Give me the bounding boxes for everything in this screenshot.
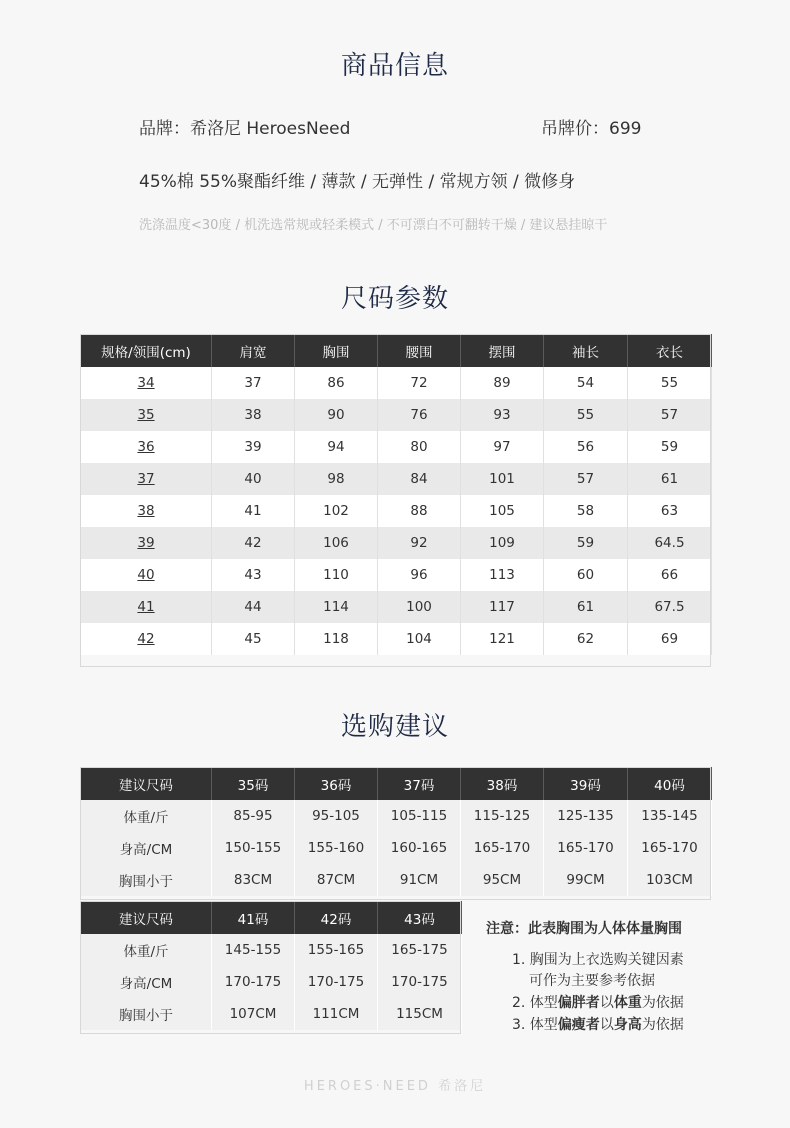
- table-cell: 84: [378, 463, 461, 495]
- brand-text: 品牌：希洛尼 HeroesNeed: [139, 119, 351, 139]
- note-1-continued: 可作为主要参考依据: [529, 973, 655, 989]
- table-cell: 37: [212, 367, 295, 399]
- table-cell: 63: [628, 495, 712, 527]
- suggestion-header: [81, 767, 712, 800]
- table-cell: 95CM: [461, 864, 544, 896]
- table-cell: 88: [378, 495, 461, 527]
- table-cell: 170-175: [378, 966, 462, 998]
- table-row: [81, 431, 712, 463]
- table-cell: 64.5: [628, 527, 712, 559]
- table-cell: 54: [544, 367, 628, 399]
- table-cell: 165-170: [461, 832, 544, 864]
- table-cell: 39: [212, 431, 295, 463]
- table-cell: 95-105: [295, 800, 378, 832]
- table-cell: 61: [628, 463, 712, 495]
- size-link[interactable]: 39: [137, 535, 155, 551]
- table-cell: 98: [295, 463, 378, 495]
- table-cell: 170-175: [212, 966, 295, 998]
- table-cell: 106: [295, 527, 378, 559]
- note-1: 1. 胸围为上衣选购关键因素: [512, 952, 684, 968]
- header-cell: 腰围: [378, 334, 461, 367]
- table-cell: 55: [628, 367, 712, 399]
- size-link[interactable]: 38: [137, 503, 155, 519]
- size-params-title: 尺码参数: [340, 284, 449, 314]
- table-row: [81, 864, 712, 896]
- header-cell: 41码: [212, 901, 295, 934]
- table-cell: 59: [544, 527, 628, 559]
- table-cell: 92: [378, 527, 461, 559]
- table-cell: 114: [295, 591, 378, 623]
- header-cell: 建议尺码: [81, 901, 212, 934]
- table-cell: 105: [461, 495, 544, 527]
- table-cell: 67.5: [628, 591, 712, 623]
- table-cell: 86: [295, 367, 378, 399]
- table-cell: 62: [544, 623, 628, 655]
- table-cell: 118: [295, 623, 378, 655]
- header-cell: 袖长: [544, 334, 628, 367]
- table-cell: 59: [628, 431, 712, 463]
- header-cell: 40码: [628, 767, 712, 800]
- table-row: [81, 623, 712, 655]
- table-cell: 76: [378, 399, 461, 431]
- size-link[interactable]: 34: [137, 375, 155, 391]
- size-table-header: [81, 334, 712, 367]
- header-cell: 42码: [295, 901, 378, 934]
- size-link[interactable]: 41: [137, 599, 155, 615]
- table-cell: 90: [295, 399, 378, 431]
- table-cell: 57: [544, 463, 628, 495]
- table-cell: 150-155: [212, 832, 295, 864]
- table-cell: 160-165: [378, 832, 461, 864]
- size-link[interactable]: 42: [137, 631, 155, 647]
- table-cell: 155-160: [295, 832, 378, 864]
- table-cell: 94: [295, 431, 378, 463]
- price-text: 吊牌价：699: [541, 119, 642, 139]
- size-link[interactable]: 40: [137, 567, 155, 583]
- table-cell: 61: [544, 591, 628, 623]
- table-cell: 125-135: [544, 800, 628, 832]
- table-cell: 91CM: [378, 864, 461, 896]
- header-cell: 35码: [212, 767, 295, 800]
- suggestion-table-1: [80, 767, 712, 896]
- size-link[interactable]: 37: [137, 471, 155, 487]
- table-cell: 135-145: [628, 800, 712, 832]
- size-table: [80, 334, 712, 655]
- header-cell: 37码: [378, 767, 461, 800]
- table-row: [81, 559, 712, 591]
- table-cell: 155-165: [295, 934, 378, 966]
- table-cell: 66: [628, 559, 712, 591]
- header-cell: 衣长: [628, 334, 712, 367]
- table-cell: 107CM: [212, 998, 295, 1030]
- table-row: [81, 934, 462, 966]
- table-cell: 89: [461, 367, 544, 399]
- care-instructions: 洗涤温度<30度 / 机洗选常规或轻柔模式 / 不可漂白不可翻转干燥 / 建议悬挂晾干: [139, 218, 608, 233]
- table-row: [81, 966, 462, 998]
- table-cell: 55: [544, 399, 628, 431]
- header-cell: 肩宽: [212, 334, 295, 367]
- table-cell: 100: [378, 591, 461, 623]
- table-cell: 165-170: [628, 832, 712, 864]
- product-info-title: 商品信息: [340, 51, 449, 81]
- table-row: [81, 463, 712, 495]
- table-cell: 40: [212, 463, 295, 495]
- row-label: 体重/斤: [81, 934, 212, 966]
- table-row: [81, 495, 712, 527]
- table-cell: 44: [212, 591, 295, 623]
- row-label: 身高/CM: [81, 832, 212, 864]
- table-row: [81, 998, 462, 1030]
- table-cell: 56: [544, 431, 628, 463]
- table-cell: 145-155: [212, 934, 295, 966]
- table-cell: 165-175: [378, 934, 462, 966]
- material-text: 45%棉 55%聚酯纤维 / 薄款 / 无弹性 / 常规方领 / 微修身: [139, 172, 576, 192]
- table-cell: 87CM: [295, 864, 378, 896]
- table-cell: 69: [628, 623, 712, 655]
- header-cell: 39码: [544, 767, 628, 800]
- table-cell: 103CM: [628, 864, 712, 896]
- table-cell: 93: [461, 399, 544, 431]
- suggestion-title: 选购建议: [340, 712, 449, 742]
- table-cell: 113: [461, 559, 544, 591]
- table-cell: 99CM: [544, 864, 628, 896]
- table-cell: 102: [295, 495, 378, 527]
- table-cell: 80: [378, 431, 461, 463]
- table-row: [81, 399, 712, 431]
- table-cell: 38: [212, 399, 295, 431]
- table-cell: 115-125: [461, 800, 544, 832]
- header-cell: 胸围: [295, 334, 378, 367]
- table-cell: 115CM: [378, 998, 462, 1030]
- row-label: 胸围小于: [81, 998, 212, 1030]
- table-cell: 165-170: [544, 832, 628, 864]
- table-cell: 121: [461, 623, 544, 655]
- suggestion-header: [81, 901, 462, 934]
- table-cell: 60: [544, 559, 628, 591]
- header-cell: 36码: [295, 767, 378, 800]
- table-cell: 41: [212, 495, 295, 527]
- table-cell: 105-115: [378, 800, 461, 832]
- table-cell: 104: [378, 623, 461, 655]
- note-2: 2. 体型偏胖者以体重为依据: [512, 995, 684, 1011]
- header-cell: 规格/领围(cm): [81, 334, 212, 367]
- table-cell: 110: [295, 559, 378, 591]
- header-cell: 摆围: [461, 334, 544, 367]
- table-cell: 57: [628, 399, 712, 431]
- table-row: [81, 591, 712, 623]
- table-cell: 58: [544, 495, 628, 527]
- table-cell: 101: [461, 463, 544, 495]
- table-cell: 97: [461, 431, 544, 463]
- table-cell: 83CM: [212, 864, 295, 896]
- table-cell: 85-95: [212, 800, 295, 832]
- row-label: 身高/CM: [81, 966, 212, 998]
- table-cell: 42: [212, 527, 295, 559]
- table-cell: 45: [212, 623, 295, 655]
- table-cell: 170-175: [295, 966, 378, 998]
- note-3: 3. 体型偏瘦者以身高为依据: [512, 1017, 684, 1033]
- table-row: [81, 527, 712, 559]
- table-cell: 111CM: [295, 998, 378, 1030]
- table-row: [81, 800, 712, 832]
- table-cell: 43: [212, 559, 295, 591]
- table-cell: 117: [461, 591, 544, 623]
- note-title: 注意：此表胸围为人体体量胸围: [486, 921, 682, 937]
- suggestion-table-2: [80, 901, 462, 1030]
- size-link[interactable]: 36: [137, 439, 155, 455]
- table-cell: 96: [378, 559, 461, 591]
- header-cell: 38码: [461, 767, 544, 800]
- header-cell: 43码: [378, 901, 462, 934]
- footer-brand: HEROES·NEED 希洛尼: [303, 1079, 487, 1094]
- table-row: [81, 367, 712, 399]
- size-link[interactable]: 35: [137, 407, 155, 423]
- row-label: 胸围小于: [81, 864, 212, 896]
- table-row: [81, 832, 712, 864]
- table-cell: 72: [378, 367, 461, 399]
- header-cell: 建议尺码: [81, 767, 212, 800]
- row-label: 体重/斤: [81, 800, 212, 832]
- table-cell: 109: [461, 527, 544, 559]
